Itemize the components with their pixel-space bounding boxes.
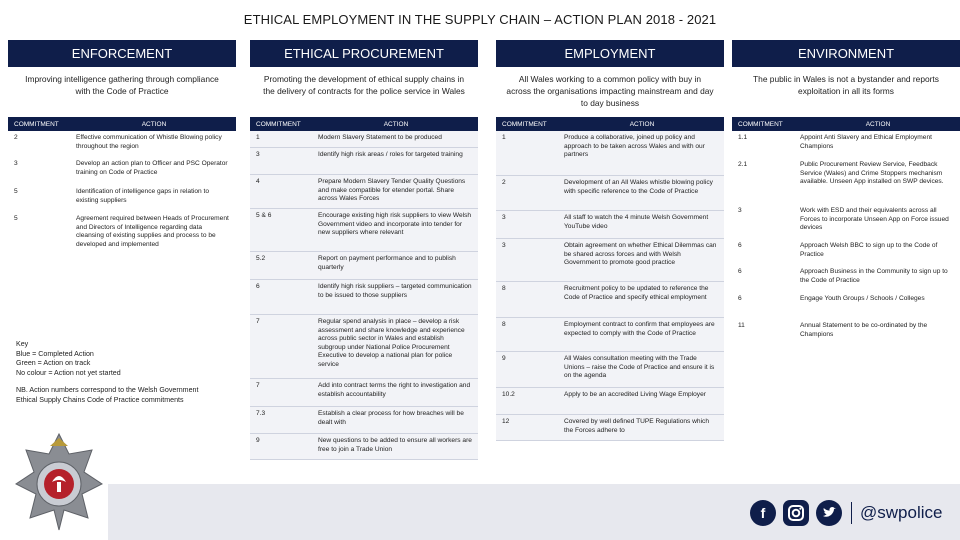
- footer-divider: [851, 502, 852, 524]
- twitter-icon[interactable]: [816, 500, 842, 526]
- table-row: [496, 415, 724, 441]
- row-action: Encourage existing high risk suppliers to view Welsh Government video and incorporate into tender for new suppliers where relevant: [318, 212, 472, 237]
- row-action: Effective communication of Whistle Blowing policy throughout the region: [76, 134, 222, 150]
- row-commitment: 5 & 6: [256, 212, 272, 219]
- row-action: Obtain agreement on whether Ethical Dilemmas can be shared across forces and with Welsh Government to promote good practice: [564, 242, 717, 267]
- row-commitment: 3: [256, 151, 260, 158]
- row-commitment: 3: [14, 160, 18, 167]
- key-heading: Key: [16, 340, 29, 348]
- enforcement-column: [8, 40, 236, 264]
- employment-header: EMPLOYMENT: [496, 40, 724, 67]
- row-commitment: 6: [256, 283, 260, 290]
- commitment-header: COMMITMENT: [14, 120, 59, 128]
- commitment-header: COMMITMENT: [502, 120, 547, 128]
- action-header: ACTION: [141, 120, 167, 128]
- key-note: NB. Action numbers correspond to the Welsh Government Ethical Supply Chains Code of Practice commitments: [16, 386, 199, 404]
- table-row: [732, 319, 960, 345]
- row-action: All Wales consultation meeting with the Trade Unions – raise the Code of Practice and ensure it is on the agenda: [564, 355, 715, 380]
- environment-header: ENVIRONMENT: [732, 40, 960, 67]
- table-row: [496, 131, 724, 176]
- procurement-column: [250, 40, 478, 460]
- environment-table: [732, 117, 960, 345]
- row-commitment: 6: [738, 268, 742, 275]
- table-row: [8, 157, 236, 185]
- row-action: Prepare Modern Slavery Tender Quality Questions and make compatible for etender portal. Share across Wales Forces: [318, 178, 466, 203]
- employment-column: [496, 40, 724, 441]
- row-action: Annual Statement to be co-ordinated by the Champions: [800, 322, 928, 338]
- page-title: ETHICAL EMPLOYMENT IN THE SUPPLY CHAIN – ACTION PLAN 2018 - 2021: [243, 12, 717, 27]
- table-row: [732, 292, 960, 319]
- police-crest-logo: [14, 432, 104, 532]
- row-commitment: 7: [256, 318, 260, 325]
- action-header: ACTION: [383, 120, 409, 128]
- row-action: Development of an All Wales whistle blowing policy with specific reference to the Code of Practice: [564, 179, 713, 195]
- row-commitment: 2.1: [738, 161, 748, 168]
- procurement-header: ETHICAL PROCUREMENT: [250, 40, 478, 67]
- row-commitment: 5: [14, 188, 18, 195]
- row-action: Add into contract terms the right to investigation and establish accountability: [318, 382, 471, 398]
- table-row: [250, 434, 478, 460]
- social-handle[interactable]: @swpolice: [860, 503, 943, 522]
- table-row: [250, 148, 478, 175]
- table-row: [8, 131, 236, 157]
- enforcement-header: ENFORCEMENT: [8, 40, 236, 67]
- row-action: Identify high risk suppliers – targeted communication to be issued to those suppliers: [318, 283, 472, 299]
- row-action: Recruitment policy to be updated to reference the Code of Practice and specify ethical employment: [564, 285, 709, 301]
- row-commitment: 11: [738, 322, 745, 329]
- facebook-icon[interactable]: f: [750, 500, 776, 526]
- row-action: Approach Business in the Community to sign up to the Code of Practice: [800, 268, 948, 284]
- table-header: [496, 117, 724, 131]
- row-action: Identify high risk areas / roles for targeted training: [318, 151, 463, 158]
- row-commitment: 6: [738, 295, 742, 302]
- key-line-none: No colour = Action not yet started: [16, 368, 121, 377]
- row-commitment: 8: [502, 321, 506, 328]
- row-commitment: 12: [502, 418, 510, 425]
- table-row: [250, 379, 478, 407]
- enforcement-description: Improving intelligence gathering through compliance with the Code of Practice: [25, 74, 219, 96]
- employment-description: All Wales working to a common policy with buy in across the organisations impacting mainstream and day to day business: [506, 74, 714, 108]
- row-action: Produce a collaborative, joined up policy and approach to be taken across Wales and with our partners: [564, 134, 705, 159]
- table-row: [732, 131, 960, 158]
- row-action: Regular spend analysis in place – develop a risk assessment and share knowledge and experience across public sector in Wales and establish subgroup under National Police Procurement Executive to develop a national plan for police service: [318, 318, 465, 368]
- row-commitment: 2: [14, 134, 18, 141]
- row-commitment: 6: [738, 242, 742, 249]
- row-commitment: 1: [256, 134, 260, 141]
- row-action: Modern Slavery Statement to be produced: [318, 134, 442, 141]
- table-row: [496, 282, 724, 318]
- key-line-green: Green = Action on track: [16, 359, 91, 368]
- key-line-blue: Blue = Completed Action: [16, 349, 94, 358]
- table-row: [250, 252, 478, 280]
- environment-column: [732, 40, 960, 345]
- row-commitment: 5.2: [256, 255, 266, 262]
- procurement-description: Promoting the development of ethical supply chains in the delivery of contracts for the police service in Wales: [263, 74, 465, 96]
- table-row: [496, 352, 724, 388]
- enforcement-table: [8, 117, 236, 264]
- row-commitment: 10.2: [502, 391, 515, 398]
- instagram-icon[interactable]: [783, 500, 809, 526]
- table-header: [8, 117, 236, 131]
- table-row: [8, 212, 236, 264]
- row-action: Apply to be an accredited Living Wage Employer: [564, 391, 706, 398]
- table-row: [250, 280, 478, 315]
- table-row: [250, 209, 478, 252]
- row-commitment: 7: [256, 382, 260, 389]
- row-action: Establish a clear process for how breaches will be dealt with: [318, 410, 464, 426]
- row-action: Employment contract to confirm that employees are expected to comply with the Code of Practice: [564, 321, 715, 337]
- table-row: [732, 158, 960, 204]
- table-row: [496, 239, 724, 282]
- row-commitment: 3: [738, 207, 742, 214]
- row-commitment: 2: [502, 179, 506, 186]
- row-action: Covered by well defined TUPE Regulations which the Forces adhere to: [564, 418, 710, 434]
- row-commitment: 7.3: [256, 410, 266, 417]
- row-commitment: 9: [502, 355, 506, 362]
- row-commitment: 3: [502, 242, 506, 249]
- row-action: New questions to be added to ensure all workers are free to join a Trade Union: [318, 437, 472, 453]
- table-row: [8, 185, 236, 212]
- table-row: [732, 265, 960, 292]
- row-commitment: 5: [14, 215, 18, 222]
- table-row: [496, 388, 724, 415]
- row-commitment: 4: [256, 178, 260, 185]
- table-row: [250, 175, 478, 209]
- procurement-table: [250, 117, 478, 460]
- row-action: Approach Welsh BBC to sign up to the Code of Practice: [800, 242, 938, 258]
- action-header: ACTION: [865, 120, 891, 128]
- table-row: [496, 318, 724, 352]
- row-action: Work with ESD and their equivalents across all Forces to incorporate Unseen App on Force issued devices: [800, 207, 949, 232]
- table-row: [732, 239, 960, 265]
- environment-description: The public in Wales is not a bystander and reports exploitation in all its forms: [753, 74, 939, 96]
- row-commitment: 8: [502, 285, 506, 292]
- row-action: Agreement required between Heads of Procurement and Directors of Intelligence regarding data cleansing of existing supplies and process to be developed and implemented: [76, 215, 229, 248]
- row-action: Appoint Anti Slavery and Ethical Employment Champions: [800, 134, 932, 150]
- commitment-header: COMMITMENT: [256, 120, 301, 128]
- row-action: Public Procurement Review Service, Feedback Service (Wales) and Crime Stoppers mechanism available. Unseen App installed on SWP devices.: [800, 161, 944, 186]
- action-header: ACTION: [629, 120, 655, 128]
- row-action: Report on payment performance and to publish quarterly: [318, 255, 456, 271]
- row-action: Identification of intelligence gaps in relation to existing suppliers: [76, 188, 210, 204]
- row-commitment: 1: [502, 134, 506, 141]
- row-action: Engage Youth Groups / Schools / Colleges: [800, 295, 925, 302]
- row-action: Develop an action plan to Officer and PSC Operator training on Code of Practice: [76, 160, 228, 176]
- row-commitment: 9: [256, 437, 260, 444]
- table-header: [250, 117, 478, 131]
- key-block: [16, 340, 216, 378]
- employment-table: [496, 117, 724, 441]
- table-row: [250, 131, 478, 148]
- row-commitment: 3: [502, 214, 506, 221]
- table-header: [732, 117, 960, 131]
- table-row: [732, 204, 960, 239]
- table-row: [250, 315, 478, 379]
- row-commitment: 1.1: [738, 134, 748, 141]
- commitment-header: COMMITMENT: [738, 120, 783, 128]
- table-row: [496, 176, 724, 211]
- key-legend: [16, 340, 216, 414]
- table-row: [496, 211, 724, 239]
- table-row: [250, 407, 478, 434]
- row-action: All staff to watch the 4 minute Welsh Government YouTube video: [564, 214, 709, 230]
